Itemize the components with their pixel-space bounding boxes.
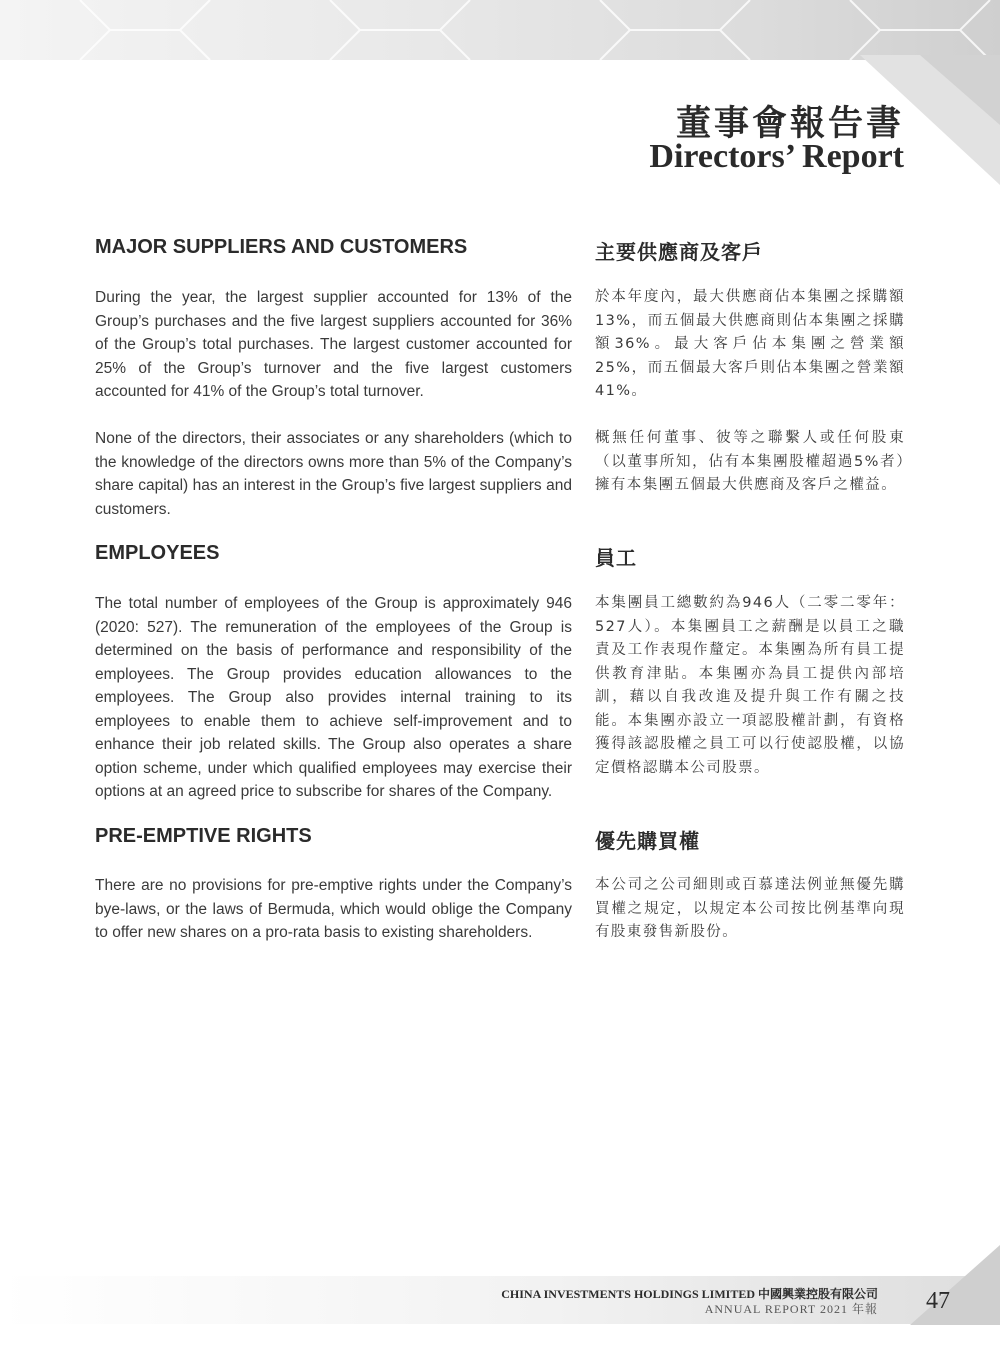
footer-report-label: ANNUAL REPORT 2021 年報 [704, 1302, 878, 1316]
section-heading-employees-zh: 員工 [595, 546, 637, 570]
paragraph-directors-interest: None of the directors, their associates or any shareholders (which to the knowledge of the directors owns more than 5% of the Company’s share capital) has an interest in the Group’s five largest suppliers and customers. [95, 430, 572, 518]
page-number: 47 [926, 1288, 950, 1314]
paragraph-pre-emptive-rights: There are no provisions for pre-emptive rights under the Company’s bye-laws, or the laws of Bermuda, which would oblige the Company to offer new shares on a pro-rata basis to existing shareholders. [95, 877, 572, 941]
page-title-chinese: 董事會報告書 [675, 103, 904, 144]
footer-corner-decoration [910, 1245, 1000, 1325]
paragraph-suppliers-percentages: During the year, the largest supplier accounted for 13% of the Group’s purchases and the five largest suppliers accounted for 36% of the Group’s total purchases. The largest customer accounted for 25% of the Group’s turnover and the five largest customers accounted for 41% of the Group’s total turnover. [95, 289, 572, 400]
hexagon-pattern-decoration [0, 0, 1000, 60]
footer-company-name: CHINA INVESTMENTS HOLDINGS LIMITED 中國興業控股有限公司 [501, 1287, 878, 1301]
paragraph-directors-interest-zh: 概無任何董事、彼等之聯繫人或任何股東（以董事所知，佔有本集團股權超過5%者）擁有本集團五個最大供應商及客戶之權益。 [595, 430, 905, 493]
section-heading-major-suppliers-zh: 主要供應商及客戶 [595, 240, 763, 264]
paragraph-pre-emptive-rights-zh: 本公司之公司細則或百慕達法例並無優先購買權之規定，以規定本公司按比例基準向現有股東發售新股份。 [595, 877, 905, 940]
section-heading-major-suppliers: MAJOR SUPPLIERS AND CUSTOMERS [95, 236, 468, 258]
page-title-english: Directors’ Report [649, 138, 904, 175]
section-heading-pre-emptive-rights-zh: 優先購買權 [595, 829, 700, 853]
header-background-band [0, 0, 1000, 60]
section-heading-pre-emptive-rights: PRE-EMPTIVE RIGHTS [95, 825, 312, 847]
section-heading-employees: EMPLOYEES [95, 542, 220, 564]
paragraph-suppliers-percentages-zh: 於本年度內，最大供應商佔本集團之採購額13%，而五個最大供應商則佔本集團之採購額36%。最大客戶佔本集團之營業額25%，而五個最大客戶則佔本集團之營業額41%。 [595, 289, 905, 399]
paragraph-employees-zh: 本集團員工總數約為946人（二零二零年：527人）。本集團員工之薪酬是以員工之職責及工作表現作釐定。本集團為所有員工提供教育津貼。本集團亦為員工提供內部培訓，藉以自我改進及提升與工作有關之技能。本集團亦設立一項認股權計劃，有資格獲得該認股權之員工可以行使認股權，以協定價格認購本公司股票。 [595, 595, 905, 776]
paragraph-employees: The total number of employees of the Group is approximately 946 (2020: 527). The remuneration of the employees of the Group is determined on the basis of performance and responsibility of the employees. The Group provides education allowances to the employees. The Group also provides internal training to its employees to enable them to achieve self-improvement and to enhance their job related skills. The Group also operates a share option scheme, under which qualified employees may exercise their options at an agreed price to subscribe for shares of the Company. [95, 595, 572, 800]
